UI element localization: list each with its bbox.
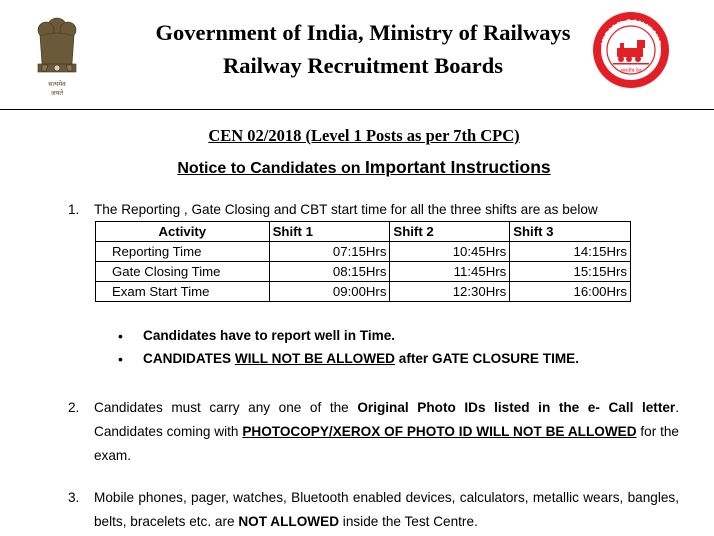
table-cell: 07:15Hrs: [269, 242, 390, 262]
ministry-title: Government of India, Ministry of Railways: [155, 20, 571, 45]
table-cell: 16:00Hrs: [510, 282, 631, 302]
table-cell: 10:45Hrs: [390, 242, 510, 262]
item-3-text: Mobile phones, pager, watches, Bluetooth enabled devices, calculators, metallic wears, bangles, belts, bracelets etc. are NOT ALLOWED inside the Test Centre.: [94, 490, 679, 529]
table-cell: 09:00Hrs: [269, 282, 390, 302]
item-2-number: 2.: [68, 400, 80, 415]
item-3-number: 3.: [68, 490, 80, 505]
cen-number: CEN 02/2018 (Level 1 Posts as per 7th CPC): [208, 126, 520, 145]
bullet-icon: •: [118, 328, 123, 344]
svg-text:सत्यमेव: सत्यमेव: [48, 80, 66, 88]
bullet-gate-closure: CANDIDATES WILL NOT BE ALLOWED after GATE CLOSURE TIME.: [143, 351, 580, 366]
table-header: Activity: [96, 222, 270, 242]
item-1-text: The Reporting , Gate Closing and CBT start time for all the three shifts are as below: [94, 202, 598, 217]
table-cell: 11:45Hrs: [390, 262, 510, 282]
bullet-icon: •: [118, 351, 123, 367]
table-row: [96, 262, 631, 282]
board-title: Railway Recruitment Boards: [223, 53, 503, 78]
table-header: Shift 3: [510, 222, 631, 242]
table-cell: Reporting Time: [96, 242, 270, 262]
bullet-report-on-time: Candidates have to report well in Time.: [143, 328, 396, 343]
header-divider: [0, 109, 714, 110]
table-header: Shift 2: [390, 222, 510, 242]
national-emblem-icon: [26, 12, 88, 104]
table-cell: 14:15Hrs: [510, 242, 631, 262]
shift-timing-table: [95, 221, 631, 302]
table-cell: 15:15Hrs: [510, 262, 631, 282]
table-cell: Gate Closing Time: [96, 262, 270, 282]
svg-text:भारतीय रेल: भारतीय रेल: [620, 68, 642, 74]
table-header-row: [96, 222, 631, 242]
item-2-text: Candidates must carry any one of the Original Photo IDs listed in the e- Call letter. Candidates coming with PHOTOCOPY/XEROX OF PHOTO ID WILL NOT BE ALLOWED for the exam.: [94, 400, 679, 463]
notice-heading: Notice to Candidates on Important Instructions: [177, 157, 551, 177]
indian-railways-logo-icon: [591, 10, 671, 90]
table-row: [96, 242, 631, 262]
table-cell: 12:30Hrs: [390, 282, 510, 302]
svg-text:जयते: जयते: [50, 89, 64, 97]
item-1-number: 1.: [68, 202, 80, 217]
table-header: Shift 1: [269, 222, 390, 242]
table-cell: 08:15Hrs: [269, 262, 390, 282]
svg-text:INDIAN RAILWAYS: INDIAN RAILWAYS: [599, 17, 663, 47]
table-row: [96, 282, 631, 302]
table-cell: Exam Start Time: [96, 282, 270, 302]
